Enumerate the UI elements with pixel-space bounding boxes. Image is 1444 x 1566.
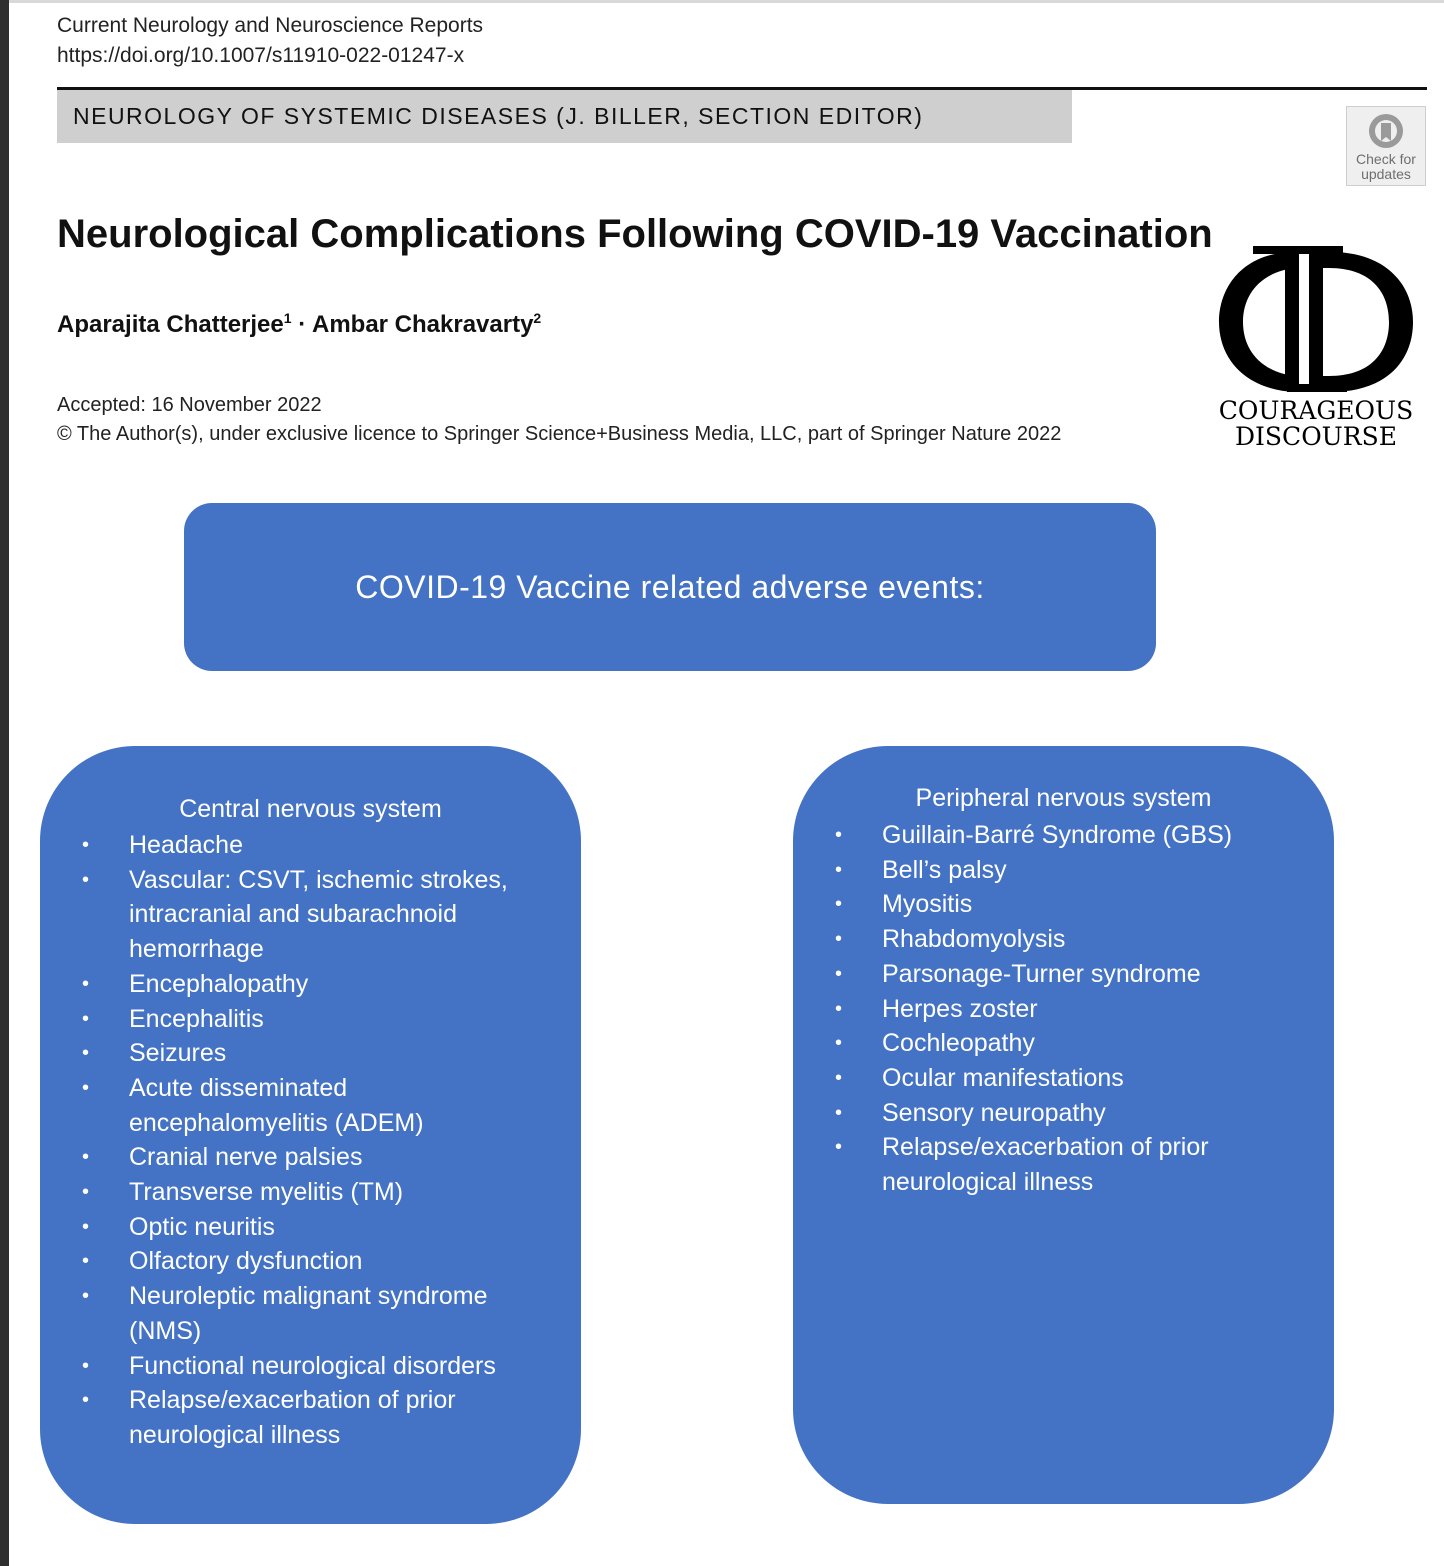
list-item xyxy=(833,922,1303,957)
list-item xyxy=(80,1036,550,1071)
list-item-text: Olfactory dysfunction xyxy=(129,1247,363,1276)
bullet-icon: • xyxy=(82,1215,90,1238)
cns-heading: Central nervous system xyxy=(179,795,442,823)
list-item xyxy=(833,1096,1303,1131)
bullet-icon: • xyxy=(82,834,90,856)
list-item xyxy=(80,1071,550,1140)
doi-link[interactable]: https://doi.org/10.1007/s11910-022-01247-x xyxy=(57,44,465,67)
list-item xyxy=(833,853,1303,888)
list-item xyxy=(833,1130,1303,1199)
left-edge-bar xyxy=(0,0,9,1566)
adverse-events-heading: COVID-19 Vaccine related adverse events: xyxy=(355,569,985,605)
affiliation-sup: 1 xyxy=(283,310,292,326)
logo-text-line: DISCOURSE xyxy=(1235,422,1397,451)
list-item xyxy=(833,1061,1303,1096)
list-item-text: Parsonage-Turner syndrome xyxy=(882,959,1201,988)
journal-header xyxy=(57,11,483,71)
pns-box xyxy=(793,746,1334,1504)
bullet-icon: • xyxy=(835,858,843,881)
bullet-icon: • xyxy=(835,928,843,951)
list-item-text: Seizures xyxy=(129,1039,227,1068)
list-item-text: Myositis xyxy=(882,890,973,919)
bullet-icon: • xyxy=(82,1354,90,1377)
list-item-text: Encephalopathy xyxy=(129,969,309,998)
bullet-icon: • xyxy=(82,1285,90,1308)
list-item xyxy=(80,967,550,1002)
bullet-icon: • xyxy=(835,1066,843,1089)
pns-list xyxy=(833,818,1303,1200)
top-edge-line xyxy=(9,0,1444,3)
check-updates-button[interactable] xyxy=(1346,106,1426,186)
bullet-icon: • xyxy=(82,868,90,891)
cd-monogram-icon xyxy=(1213,242,1419,397)
list-item xyxy=(80,1349,550,1384)
author-list xyxy=(57,310,541,339)
bullet-icon: • xyxy=(835,1032,843,1055)
bullet-icon: • xyxy=(82,1250,90,1273)
list-item xyxy=(80,1140,550,1175)
list-item xyxy=(80,1279,550,1348)
journal-name: Current Neurology and Neuroscience Reports xyxy=(57,14,484,37)
bullet-icon: • xyxy=(835,997,843,1020)
check-updates-icon xyxy=(1367,112,1405,150)
bullet-icon: • xyxy=(835,1136,843,1159)
section-banner xyxy=(57,90,1072,143)
list-item-text: Rhabdomyolysis xyxy=(882,925,1066,954)
bullet-icon: • xyxy=(82,1076,90,1099)
list-item xyxy=(80,1244,550,1279)
cns-box xyxy=(40,746,581,1524)
list-item-text: Guillain-Barré Syndrome (GBS) xyxy=(882,821,1233,849)
list-item-text: Relapse/exacerbation of prior neurological illness xyxy=(129,1386,456,1449)
list-item-text: Acute disseminated encephalomyelitis (ADEM) xyxy=(129,1073,424,1137)
author-name[interactable]: Aparajita Chatterjee xyxy=(57,311,284,338)
list-item-text: Optic neuritis xyxy=(129,1212,275,1241)
bullet-icon: • xyxy=(835,893,843,916)
bullet-icon: • xyxy=(82,1007,90,1030)
section-label: NEUROLOGY OF SYSTEMIC DISEASES (J. BILLER, SECTION EDITOR) xyxy=(73,103,924,129)
check-updates-label: Check for updates xyxy=(1356,151,1416,182)
affiliation-sup: 2 xyxy=(533,310,542,326)
bullet-icon: • xyxy=(82,1146,90,1169)
author-separator: · xyxy=(291,311,312,338)
list-item xyxy=(833,992,1303,1027)
list-item-text: Neuroleptic malignant syndrome (NMS) xyxy=(129,1282,488,1345)
list-item-text: Encephalitis xyxy=(129,1004,264,1033)
accepted-date: Accepted: 16 November 2022 xyxy=(57,394,322,416)
list-item-text: Bell’s palsy xyxy=(882,855,1007,884)
list-item xyxy=(833,957,1303,992)
adverse-events-header-box xyxy=(184,503,1156,671)
bullet-icon: • xyxy=(835,1101,843,1124)
list-item-text: Herpes zoster xyxy=(882,994,1038,1023)
pns-heading: Peripheral nervous system xyxy=(915,784,1212,812)
cns-list xyxy=(80,828,550,1453)
list-item-text: Cranial nerve palsies xyxy=(129,1143,363,1172)
list-item-text: Cochleopathy xyxy=(882,1029,1035,1058)
courageous-discourse-logo xyxy=(1213,242,1419,452)
list-item-text: Relapse/exacerbation of prior neurological illness xyxy=(882,1133,1209,1197)
list-item xyxy=(80,828,550,863)
bullet-icon: • xyxy=(835,824,843,846)
list-item-text: Ocular manifestations xyxy=(882,1063,1124,1092)
author-name[interactable]: Ambar Chakravarty xyxy=(311,311,534,338)
bullet-icon: • xyxy=(82,1042,90,1065)
bullet-icon: • xyxy=(82,1181,90,1204)
list-item-text: Vascular: CSVT, ischemic strokes, intracranial and subarachnoid hemorrhage xyxy=(129,865,508,964)
list-item xyxy=(80,1383,550,1452)
copyright-notice: © The Author(s), under exclusive licence to Springer Science+Business Media, LLC, part of Springer Nature 2022 xyxy=(57,423,1062,445)
bullet-icon: • xyxy=(82,1389,90,1412)
list-item xyxy=(80,1210,550,1245)
article-title: Neurological Complications Following COVID-19 Vaccination xyxy=(57,212,1213,256)
list-item xyxy=(80,1002,550,1037)
list-item-text: Headache xyxy=(129,831,243,859)
list-item xyxy=(833,1026,1303,1061)
list-item xyxy=(80,863,550,967)
list-item xyxy=(80,1175,550,1210)
list-item xyxy=(833,818,1303,853)
list-item-text: Transverse myelitis (TM) xyxy=(129,1178,404,1207)
bullet-icon: • xyxy=(82,972,90,995)
logo-text-line: COURAGEOUS xyxy=(1218,396,1414,425)
bullet-icon: • xyxy=(835,962,843,985)
list-item-text: Sensory neuropathy xyxy=(882,1098,1106,1127)
list-item xyxy=(833,887,1303,922)
list-item-text: Functional neurological disorders xyxy=(129,1351,496,1380)
